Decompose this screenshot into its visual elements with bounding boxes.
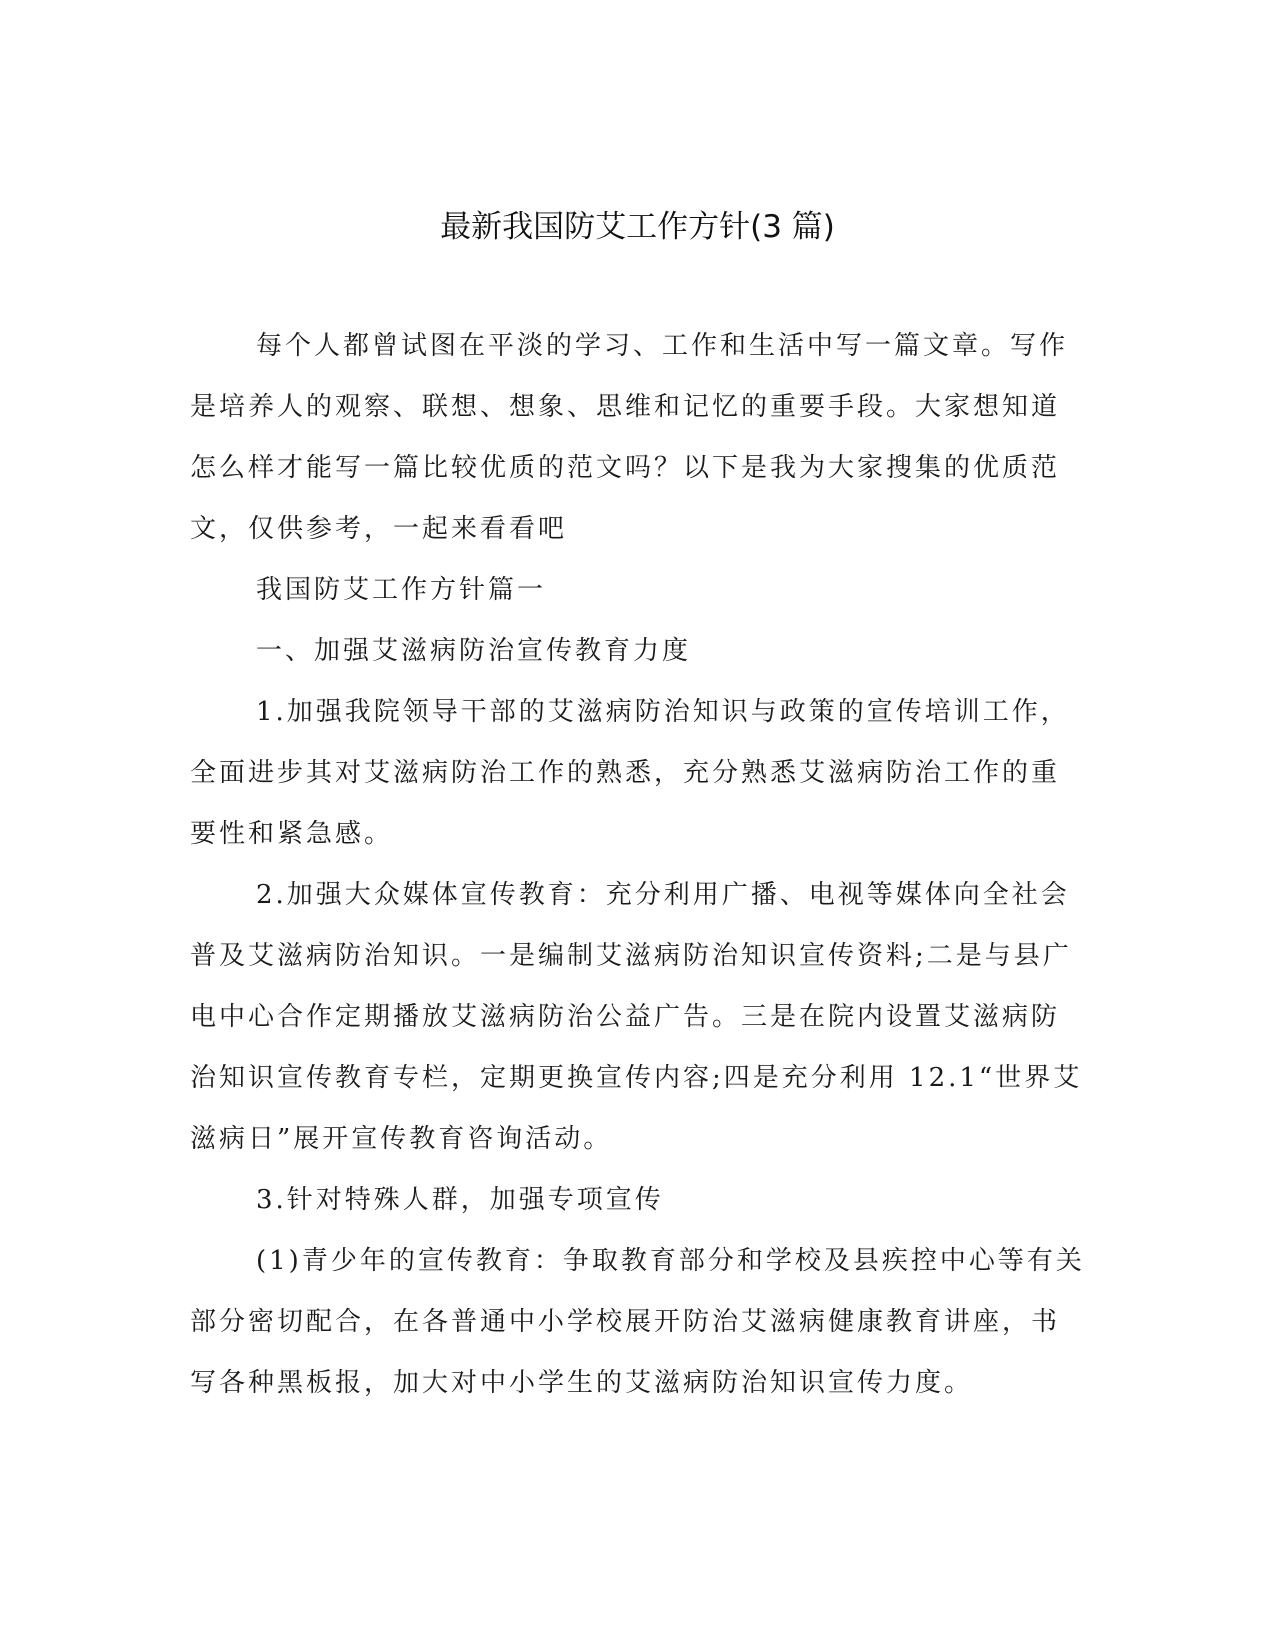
document-title: 最新我国防艾工作方针(3 篇) <box>440 209 835 245</box>
body-paragraph-3: 3.针对特殊人群，加强专项宣传 <box>256 1185 664 1215</box>
body-paragraph-1: 1.加强我院领导干部的艾滋病防治知识与政策的宣传培训工作，全面进步其对艾滋病防治工作的熟悉，充分熟悉艾滋病防治工作的重要性和紧急感。 <box>190 697 1070 849</box>
document-body <box>190 316 1085 1414</box>
body-paragraph-4: (1)青少年的宣传教育：争取教育部分和学校及县疾控中心等有关部分密切配合，在各普通中小学校展开防治艾滋病健康教育讲座，书写各种黑板报，加大对中小学生的艾滋病防治知识宣传力度。 <box>190 1246 1085 1398</box>
body-paragraph-2: 2.加强大众媒体宣传教育：充分利用广播、电视等媒体向全社会普及艾滋病防治知识。一是编制艾滋病防治知识宣传资料;二是与县广电中心合作定期播放艾滋病防治公益广告。三是在院内设置艾滋病防治知识宣传教育专栏，定期更换宣传内容;四是充分利用 12.1“世界艾滋病日”展开宣传教育咨询活动。 <box>190 880 1083 1154</box>
section-heading: 我国防艾工作方针篇一 <box>256 575 547 605</box>
subsection-heading: 一、加强艾滋病防治宣传教育力度 <box>256 636 692 666</box>
intro-paragraph: 每个人都曾试图在平淡的学习、工作和生活中写一篇文章。写作是培养人的观察、联想、想象、思维和记忆的重要手段。大家想知道怎么样才能写一篇比较优质的范文吗？以下是我为大家搜集的优质范文，仅供参考，一起来看看吧 <box>190 331 1069 544</box>
